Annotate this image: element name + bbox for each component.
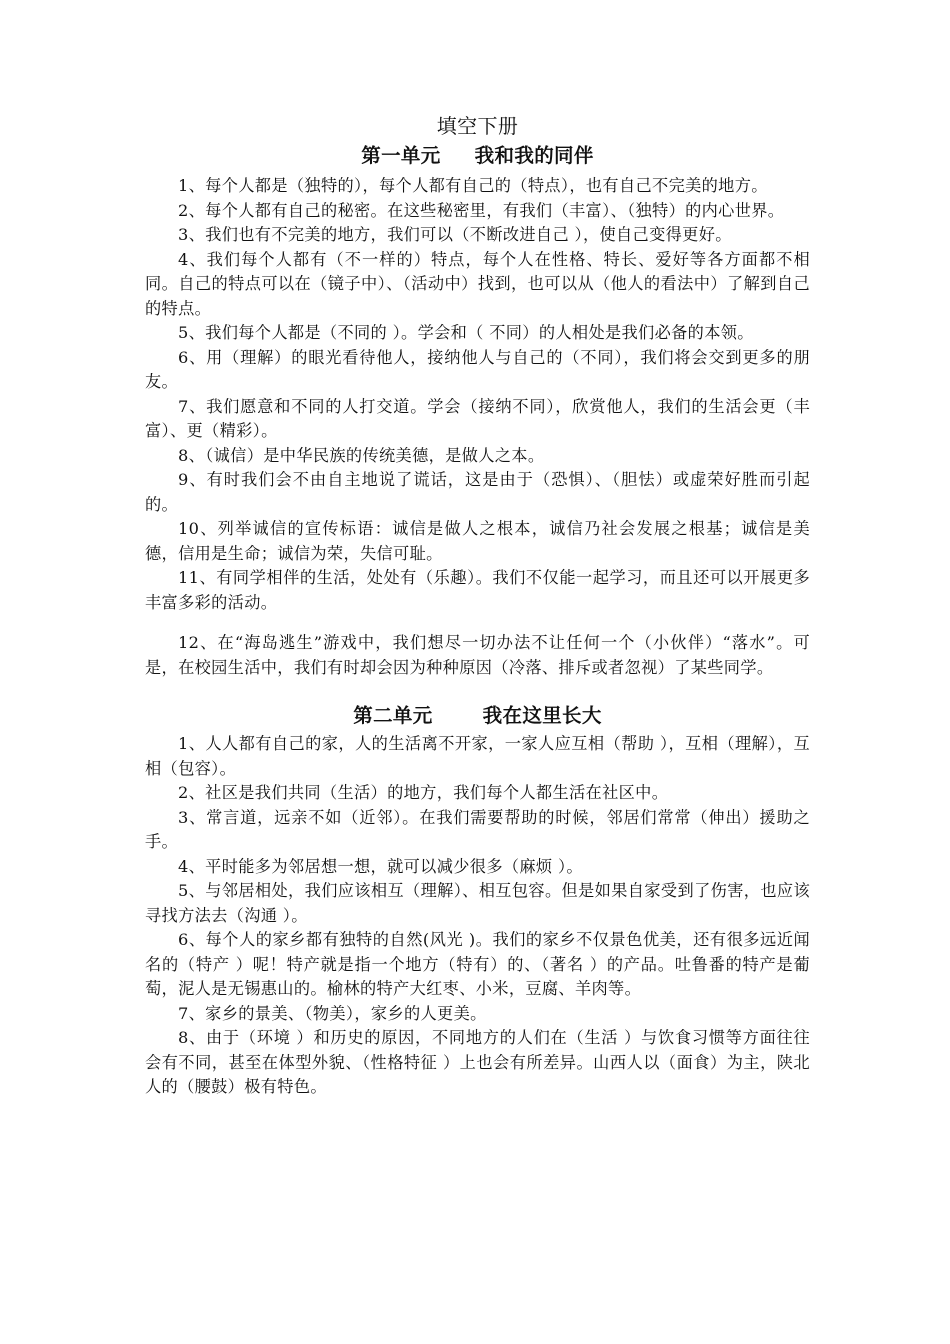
unit-2-item-1: 1、人人都有自己的家，人的生活离不开家，一家人应互相（帮助 ），互相（理解），互相（包容）。 [145, 734, 810, 778]
unit-1-item-9: 9、有时我们会不由自主地说了谎话，这是由于（恐惧）、（胆怯）或虚荣好胜而引起的。 [145, 470, 810, 514]
unit-1-item-4: 4、我们每个人都有（不一样的）特点，每个人在性格、特长、爱好等各方面都不相同。自己的特点可以在（镜子中）、（活动中）找到，也可以从（他人的看法中）了解到自己的特点。 [145, 249, 810, 318]
unit-1-heading: 第一单元 [361, 144, 441, 167]
unit-1-item-3: 3、我们也有不完美的地方，我们可以（不断改进自己 ），使自己变得更好。 [178, 225, 732, 244]
unit-1-item-6: 6、用（理解）的眼光看待他人，接纳他人与自己的（不同），我们将会交到更多的朋友。 [145, 347, 810, 391]
unit-1-item-7: 7、我们愿意和不同的人打交道。学会（接纳不同），欣赏他人，我们的生活会更（丰富）、更（精彩）。 [145, 396, 810, 440]
unit-1-item-5: 5、我们每个人都是（不同的 ）。学会和（ 不同）的人相处是我们必备的本领。 [178, 323, 754, 342]
document-page [145, 112, 810, 1100]
unit-1-item-2: 2、每个人都有自己的秘密。在这些秘密里，有我们（丰富）、（独特）的内心世界。 [178, 200, 785, 220]
unit-1-subheading: 我和我的同伴 [474, 144, 594, 167]
unit-2-item-3: 3、常言道，远亲不如（近邻）。在我们需要帮助的时候，邻居们常常（伸出）援助之手。 [145, 807, 810, 851]
unit-1-item-10: 10、列举诚信的宣传标语：诚信是做人之根本，诚信乃社会发展之根基；诚信是美德，信用是生命；诚信为荣，失信可耻。 [145, 519, 810, 563]
unit-1-item-11: 11、有同学相伴的生活，处处有（乐趣）。我们不仅能一起学习，而且还可以开展更多丰富多彩的活动。 [145, 568, 810, 612]
unit-1-title [145, 142, 810, 170]
unit-2-item-4: 4、平时能多为邻居想一想，就可以减少很多（麻烦 ）。 [178, 856, 583, 876]
unit-1-item-12: 12、在“海岛逃生”游戏中，我们想尽一切办法不让任何一个（小伙伴）“落水”。可是，在校园生活中，我们有时却会因为种种原因（冷落、排斥或者忽视）了某些同学。 [145, 633, 810, 677]
document-title: 填空下册 [436, 114, 519, 138]
unit-1-item-1: 1、每个人都是（独特的），每个人都有自己的（特点），也有自己不完美的地方。 [178, 176, 768, 195]
unit-2-heading: 第二单元 [353, 704, 433, 727]
unit-2-item-8: 8、由于（环境 ）和历史的原因，不同地方的人们在（生活 ）与饮食习惯等方面往往会有不同，甚至在体型外貌、（性格特征 ）上也会有所差异。山西人以（面食）为主，陕北人的（腰鼓）极有特色。 [145, 1028, 810, 1096]
unit-2-item-6: 6、每个人的家乡都有独特的自然(风光 )。我们的家乡不仅景色优美，还有很多远近闻名的（特产 ）呢！特产就是指一个地方（特有）的、（著名 ）的产品。吐鲁番的特产是葡萄，泥人是无锡惠山的。榆林的特产大红枣、小米，豆腐、羊肉等。 [145, 930, 810, 998]
unit-2-item-5: 5、与邻居相处，我们应该相互（理解）、相互包容。但是如果自家受到了伤害，也应该寻找方法去（沟通 ）。 [145, 881, 810, 925]
unit-2-item-2: 2、社区是我们共同（生活）的地方，我们每个人都生活在社区中。 [178, 783, 669, 802]
unit-2-item-7: 7、家乡的景美、（物美），家乡的人更美。 [178, 1003, 487, 1023]
unit-2-subheading: 我在这里长大 [482, 704, 602, 727]
unit-2-title [145, 702, 810, 730]
unit-1-item-8: 8、（诚信）是中华民族的传统美德，是做人之本。 [178, 445, 545, 465]
